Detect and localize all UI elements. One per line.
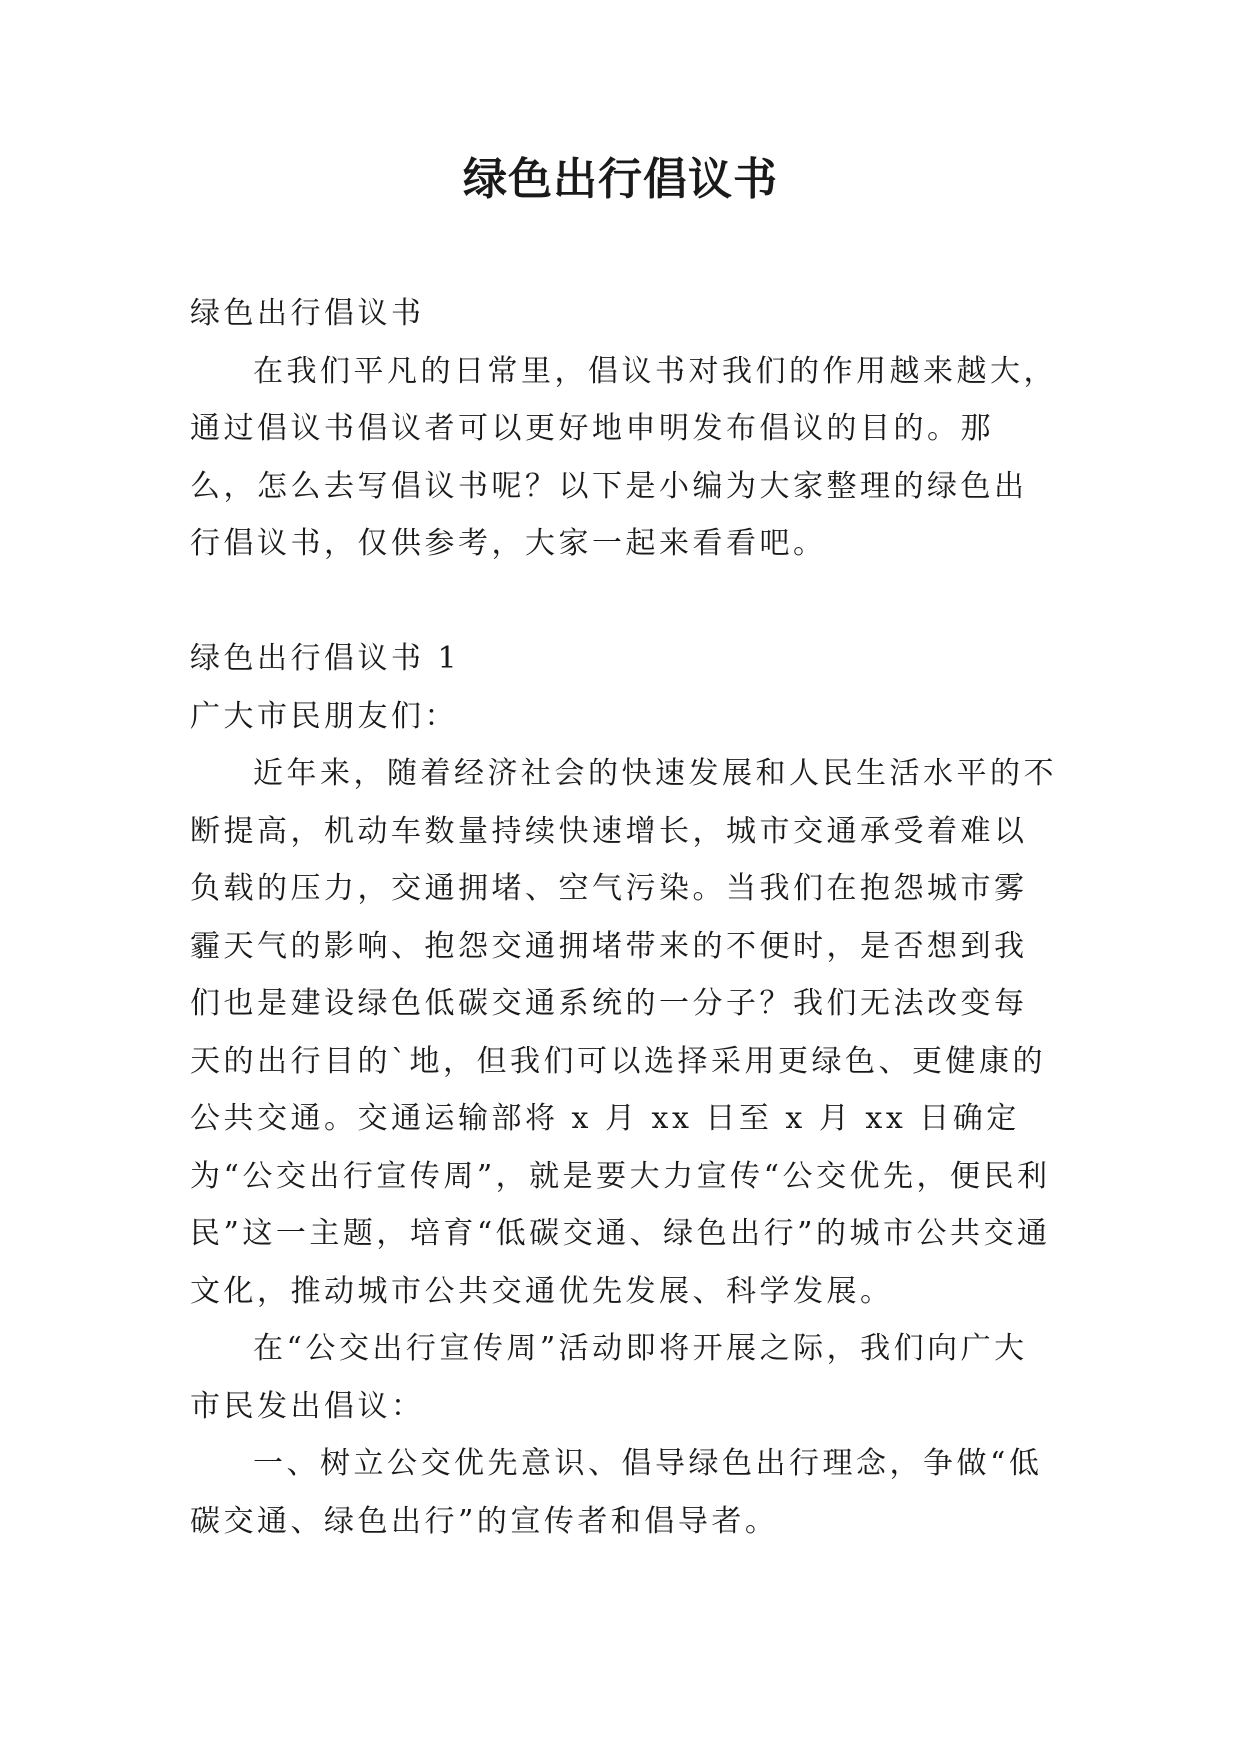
intro-heading: 绿色出行倡议书: [190, 296, 425, 331]
salutation: 广大市民朋友们：: [190, 698, 458, 734]
intro-paragraph: 在我们平凡的日常里，倡议书对我们的作用越来越大，通过倡议书倡议者可以更好地申明发布倡议的目的。那么，怎么去写倡议书呢？以下是小编为大家整理的绿色出行倡议书，仅供参考，大家一起来看看吧。: [190, 353, 1057, 561]
body-paragraph-2: 在“公交出行宣传周”活动即将开展之际，我们向广大市民发出倡议：: [190, 1331, 1028, 1424]
paragraph-spacer: [190, 573, 1060, 631]
section-heading: 绿色出行倡议书 1: [190, 641, 461, 676]
document-body: [190, 285, 1060, 1550]
body-paragraph-1: 近年来，随着经济社会的快速发展和人民生活水平的不断提高，机动车数量持续快速增长，城市交通承受着难以负载的压力，交通拥堵、空气污染。当我们在抱怨城市雾霾天气的影响、抱怨交通拥堵带来的不便时，是否想到我们也是建设绿色低碳交通系统的一分子？我们无法改变每天的出行目的`地，但我们可以选择采用更绿色、更健康的公共交通。交通运输部将 x 月 xx 日至 x 月 xx 日确定为“公交出行宣传周”，就是要大力宣传“公交优先，便民利民”这一主题，培育“低碳交通、绿色出行”的城市公共交通文化，推动城市公共交通优先发展、科学发展。: [190, 756, 1057, 1309]
document-title: 绿色出行倡议书: [463, 154, 778, 205]
proposal-item-1: 一、树立公交优先意识、倡导绿色出行理念，争做“低碳交通、绿色出行”的宣传者和倡导者。: [190, 1446, 1043, 1539]
